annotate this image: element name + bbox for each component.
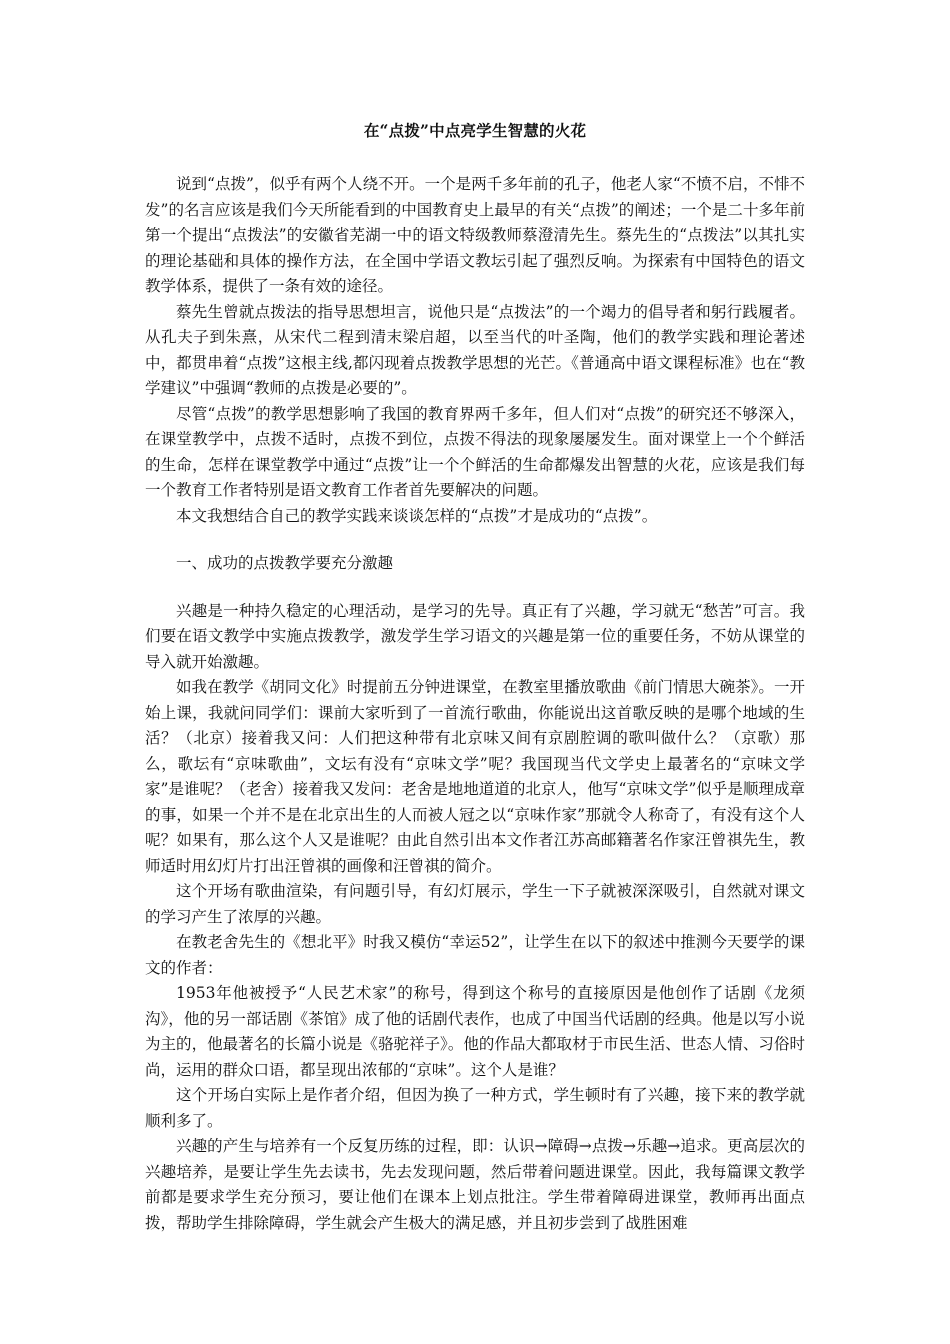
body-paragraph: 这个开场白实际上是作者介绍，但因为换了一种方式，学生顿时有了兴趣，接下来的教学就顺利多了。 [145,1086,805,1130]
body-paragraph: 兴趣是一种持久稳定的心理活动，是学习的先导。真正有了兴趣，学习就无“愁苦”可言。我们要在语文教学中实施点拨教学，激发学生学习语文的兴趣是第一位的重要任务，不妨从课堂的导入就开始激趣。 [145,601,805,671]
body-paragraph: 这个开场有歌曲渲染，有问题引导，有幻灯展示，学生一下子就被深深吸引，自然就对课文的学习产生了浓厚的兴趣。 [145,882,805,926]
body-paragraph: 说到“点拨”，似乎有两个人绕不开。一个是两千多年前的孔子，他老人家“不愤不启，不悱不发”的名言应该是我们今天所能看到的中国教育史上最早的有关“点拨”的阐述；一个是二十多年前第一个提出“点拨法”的安徽省芜湖一中的语文特级教师蔡澄清先生。蔡先生的“点拨法”以其扎实的理论基础和具体的操作方法，在全国中学语文教坛引起了强烈反响。为探索有中国特色的语文教学体系，提供了一条有效的途径。 [145,175,805,295]
section-1-body [145,599,805,1237]
section-heading: 一、成功的点拨教学要充分激趣 [176,554,394,572]
body-paragraph: 蔡先生曾就点拨法的指导思想坦言，说他只是“点拨法”的一个竭力的倡导者和躬行践履者。从孔夫子到朱熹，从宋代二程到清末梁启超，以至当代的叶圣陶，他们的教学实践和理论著述中，都贯串着“点拨”这根主线,都闪现着点拨教学思想的光芒。《普通高中语文课程标准》也在“教学建议”中强调“教师的点拨是必要的”。 [145,302,805,397]
document-title: 在“点拨”中点亮学生智慧的火花 [363,121,587,140]
body-paragraph: 本文我想结合自己的教学实践来谈谈怎样的“点拨”才是成功的“点拨”。 [176,506,658,525]
body-paragraph: 1953年他被授予“人民艺术家”的称号，得到这个称号的直接原因是他创作了话剧《龙须沟》，他的另一部话剧《茶馆》成了他的话剧代表作，也成了中国当代话剧的经典。他是以写小说为主的，他最著名的长篇小说是《骆驼祥子》。他的作品大都取材于市民生活、世态人情、习俗时尚，运用的群众口语，都呈现出浓郁的“京味”。这个人是谁？ [145,984,805,1079]
intro-section [145,172,805,529]
body-paragraph: 在教老舍先生的《想北平》时我又模仿“幸运52”，让学生在以下的叙述中推测今天要学的课文的作者： [145,933,805,977]
body-paragraph: 如我在教学《胡同文化》时提前五分钟进课堂，在教室里播放歌曲《前门情思大碗茶》。一开始上课，我就问同学们：课前大家听到了一首流行歌曲，你能说出这首歌反映的是哪个地域的生活？（北京）接着我又问：人们把这种带有北京味又间有京剧腔调的歌叫做什么？（京歌）那么，歌坛有“京味歌曲”，文坛有没有“京味文学”呢？我国现当代文学史上最著名的“京味文学家”是谁呢？（老舍）接着我又发问：老舍是地地道道的北京人，他写“京味文学”似乎是顺理成章的事，如果一个并不是在北京出生的人而被人冠之以“京味作家”那就令人称奇了，有没有这个人呢？如果有，那么这个人又是谁呢？由此自然引出本文作者江苏高邮籍著名作家汪曾祺先生，教师适时用幻灯片打出汪曾祺的画像和汪曾祺的简介。 [145,678,805,875]
body-paragraph: 兴趣的产生与培养有一个反复历练的过程，即：认识→障碍→点拨→乐趣→追求。更高层次的兴趣培养，是要让学生先去读书，先去发现问题，然后带着问题进课堂。因此，我每篇课文教学前都是要求学生充分预习，要让他们在课本上划点批注。学生带着障碍进课堂，教师再出面点拨，帮助学生排除障碍，学生就会产生极大的满足感，并且初步尝到了战胜困难 [145,1137,805,1232]
document-page [145,120,805,1236]
body-paragraph: 尽管“点拨”的教学思想影响了我国的教育界两千多年，但人们对“点拨”的研究还不够深入，在课堂教学中，点拨不适时，点拨不到位，点拨不得法的现象屡屡发生。面对课堂上一个个鲜活的生命，怎样在课堂教学中通过“点拨”让一个个鲜活的生命都爆发出智慧的火花，应该是我们每一个教育工作者特别是语文教育工作者首先要解决的问题。 [145,404,805,499]
